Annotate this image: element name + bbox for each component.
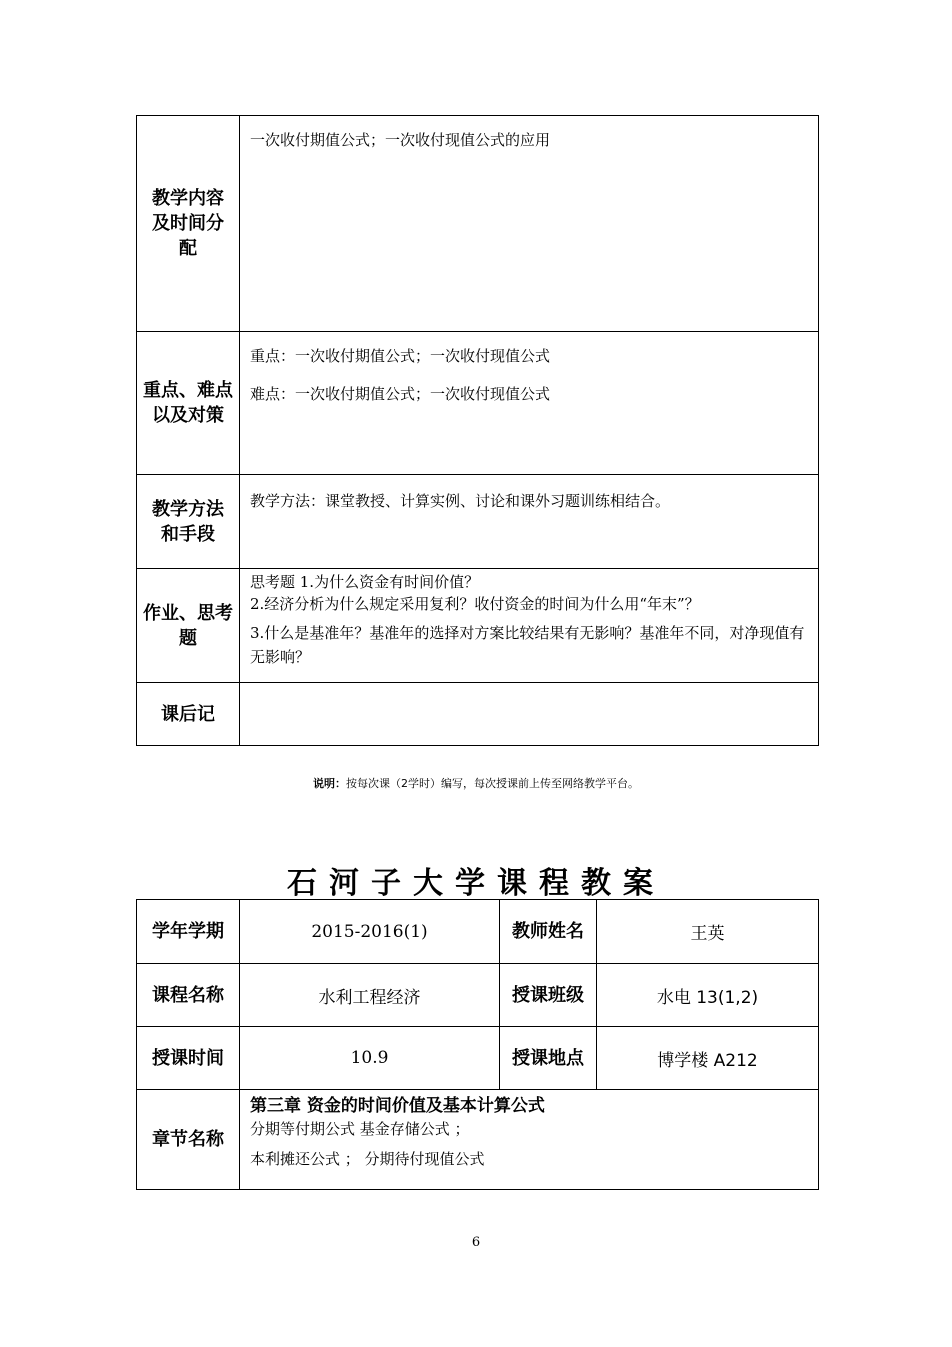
note-text: 按每次课（2学时）编写，每次授课前上传至网络教学平台。 (346, 777, 639, 790)
note-prefix: 说明： (313, 777, 346, 790)
method-label-cell (137, 475, 240, 569)
chapter-title: 第三章 资金的时间价值及基本计算公式 (250, 1096, 545, 1116)
place-label: 授课地点 (500, 1027, 597, 1090)
key-label-cell (137, 332, 240, 475)
content-label: 教学内容及时间分配 (152, 188, 224, 259)
key-label: 重点、难点以及对策 (143, 380, 233, 426)
course-value: 水利工程经济 (240, 964, 500, 1027)
class-label: 授课班级 (500, 964, 597, 1027)
review-cell (240, 683, 819, 746)
review-label: 课后记 (161, 703, 215, 725)
homework-line: 思考题 1.为什么资金有时间价值？ (250, 573, 480, 591)
lesson-plan-table (136, 115, 819, 746)
chapter-cell (240, 1090, 819, 1190)
homework-cell (240, 569, 819, 683)
time-value: 10.9 (240, 1027, 500, 1090)
teacher-label: 教师姓名 (500, 900, 597, 964)
review-label-cell (137, 683, 240, 746)
note (0, 775, 952, 791)
document-title: 石河子大学课程教案 (287, 866, 665, 901)
content-label-cell (137, 116, 240, 332)
homework-line: 2.经济分析为什么规定采用复利？收付资金的时间为什么用“年末”？ (250, 595, 700, 613)
teacher-value: 王英 (597, 900, 819, 964)
page-number: 6 (471, 1235, 481, 1250)
class-value: 水电 13(1,2) (597, 964, 819, 1027)
content-cell (240, 116, 819, 332)
method-label: 教学方法和手段 (152, 498, 224, 545)
homework-label: 作业、思考题 (143, 602, 233, 649)
term-value: 2015-2016(1) (240, 900, 500, 964)
chapter-line: 分期等付期公式 基金存储公式 ； (250, 1120, 470, 1138)
time-label: 授课时间 (137, 1027, 240, 1090)
term-label: 学年学期 (137, 900, 240, 964)
method-cell (240, 475, 819, 569)
course-info-table (136, 899, 819, 1190)
course-label: 课程名称 (137, 964, 240, 1027)
homework-line: 3.什么是基准年？基准年的选择对方案比较结果有无影响？基准年不同，对净现值有无影响？ (250, 624, 805, 666)
homework-label-cell (137, 569, 240, 683)
chapter-label: 章节名称 (137, 1090, 240, 1190)
key-point-text: 重点：一次收付期值公式；一次收付现值公式 (250, 347, 551, 365)
place-value: 博学楼 A212 (597, 1027, 819, 1090)
difficult-point-text: 难点：一次收付期值公式；一次收付现值公式 (250, 385, 551, 403)
key-cell (240, 332, 819, 475)
method-text: 教学方法：课堂教授、计算实例、讨论和课外习题训练相结合。 (250, 492, 671, 510)
content-text: 一次收付期值公式；一次收付现值公式的应用 (250, 131, 551, 149)
chapter-line: 本利摊还公式 ； 分期待付现值公式 (250, 1150, 485, 1168)
